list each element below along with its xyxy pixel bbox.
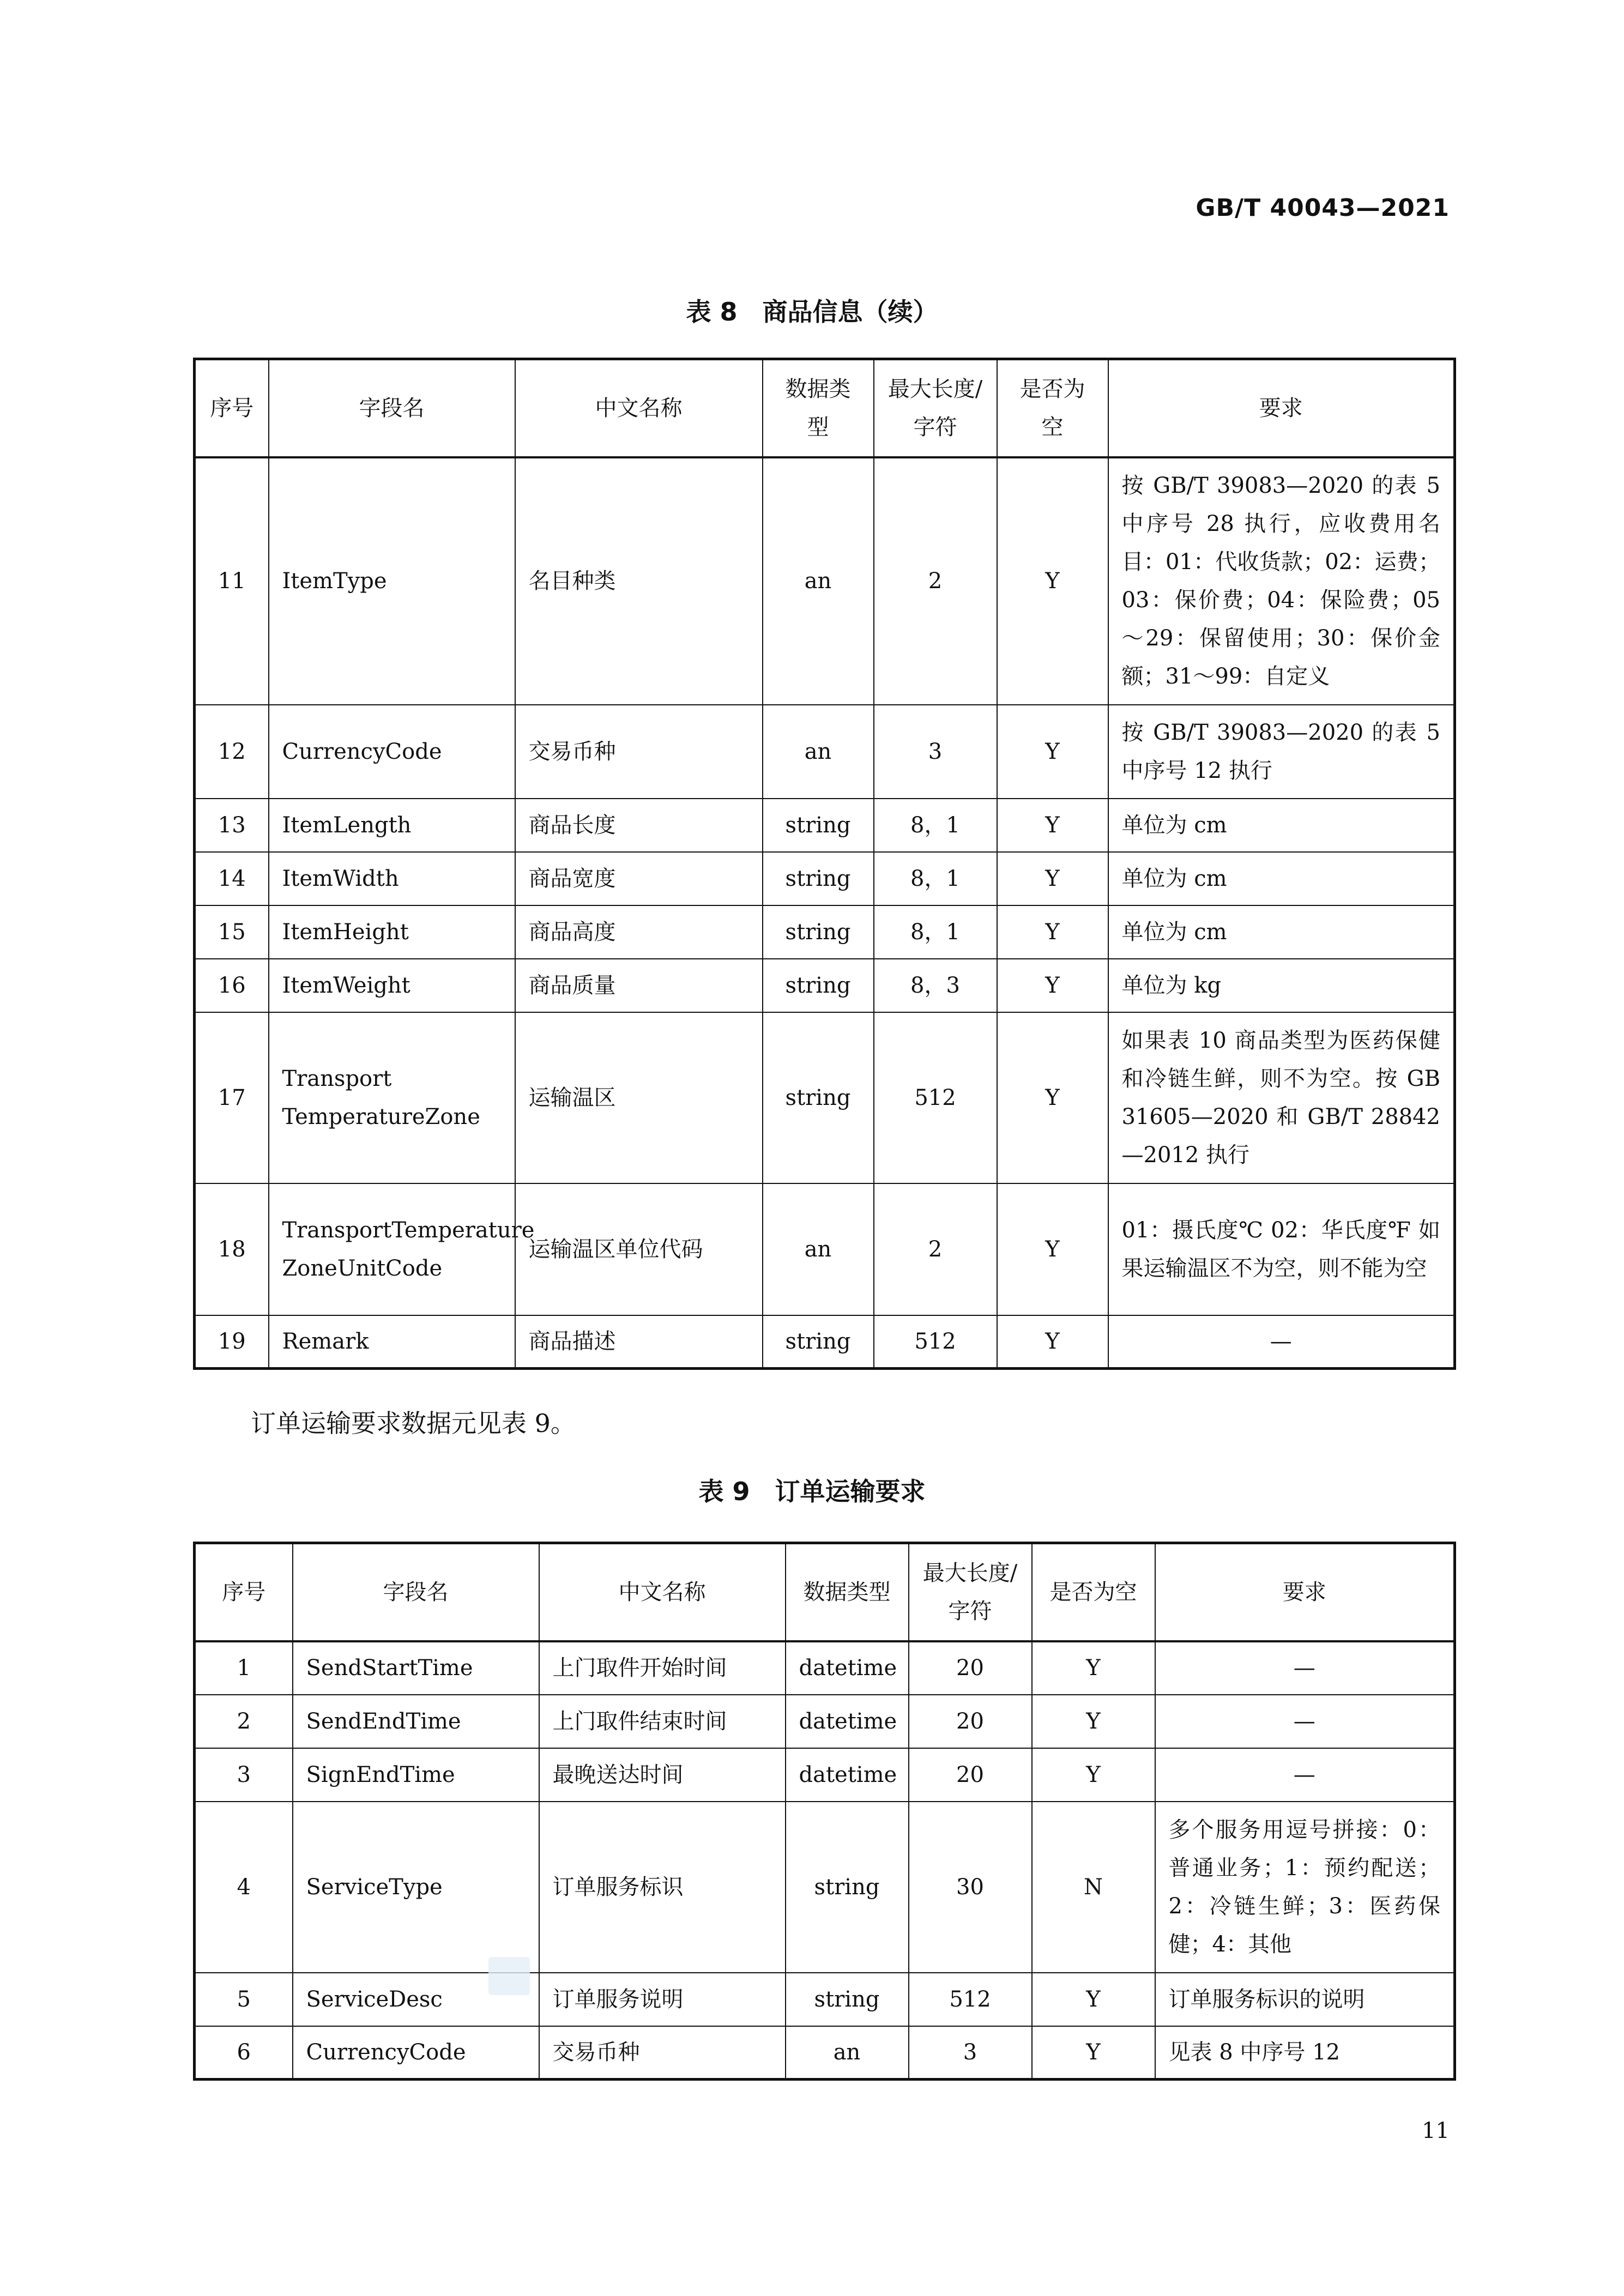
cell-data-type: datetime (786, 1748, 909, 1802)
cell-data-type: string (763, 905, 874, 959)
cell-data-type: an (786, 2026, 909, 2080)
cell-data-type: an (763, 1183, 874, 1315)
cell-field-name: Remark (269, 1315, 515, 1369)
table-9-order-transport-requirements (193, 1542, 1456, 2081)
cell-max-length: 8，1 (874, 799, 997, 852)
cell-field-name: CurrencyCode (269, 705, 515, 799)
cell-max-length: 3 (874, 705, 997, 799)
header-seq: 序号 (195, 1543, 293, 1641)
cell-max-length: 8，1 (874, 905, 997, 959)
cell-requirement: 按 GB/T 39083—2020 的表 5 中序号 12 执行 (1108, 705, 1455, 799)
cell-data-type: string (763, 1315, 874, 1369)
table-row (195, 959, 1455, 1012)
cell-requirement: — (1155, 1748, 1455, 1802)
cell-nullable: Y (997, 457, 1108, 705)
cell-requirement: 单位为 cm (1108, 852, 1455, 905)
cell-seq: 1 (195, 1641, 293, 1695)
cell-max-length: 20 (909, 1748, 1032, 1802)
cell-nullable: Y (1032, 1748, 1155, 1802)
cell-field-name: TransportTemperature ZoneUnitCode (269, 1183, 515, 1315)
cell-seq: 15 (195, 905, 269, 959)
cell-max-length: 2 (874, 457, 997, 705)
cell-requirement: 订单服务标识的说明 (1155, 1973, 1455, 2026)
table-9-title: 表 9 订单运输要求 (698, 1477, 926, 1506)
cell-data-type: string (786, 1973, 909, 2026)
document-code: GB/T 40043—2021 (1196, 194, 1450, 222)
table-row (195, 457, 1455, 705)
table-row (195, 1748, 1455, 1802)
header-field-name: 字段名 (269, 359, 515, 457)
cell-seq: 5 (195, 1973, 293, 2026)
cell-max-length: 3 (909, 2026, 1032, 2080)
header-nullable: 是否为空 (997, 359, 1108, 457)
cell-requirement: — (1108, 1315, 1455, 1369)
cell-max-length: 8，3 (874, 959, 997, 1012)
cell-nullable: Y (1032, 2026, 1155, 2080)
cell-data-type: datetime (786, 1695, 909, 1748)
header-seq: 序号 (195, 359, 269, 457)
cell-chinese-name: 商品描述 (515, 1315, 763, 1369)
table-row (195, 1695, 1455, 1748)
cell-field-name: CurrencyCode (293, 2026, 539, 2080)
cell-nullable: Y (997, 799, 1108, 852)
cell-max-length: 20 (909, 1641, 1032, 1695)
cell-chinese-name: 最晚送达时间 (539, 1748, 786, 1802)
cell-data-type: string (763, 1012, 874, 1183)
cell-chinese-name: 运输温区 (515, 1012, 763, 1183)
cell-chinese-name: 名目种类 (515, 457, 763, 705)
header-max-length: 最大长度/字符 (874, 359, 997, 457)
cell-chinese-name: 商品长度 (515, 799, 763, 852)
cell-data-type: datetime (786, 1641, 909, 1695)
header-chinese-name: 中文名称 (515, 359, 763, 457)
cell-max-length: 512 (874, 1012, 997, 1183)
table-row (195, 905, 1455, 959)
cell-nullable: N (1032, 1802, 1155, 1973)
table-header-row (195, 359, 1455, 457)
cell-chinese-name: 交易币种 (539, 2026, 786, 2080)
cell-seq: 2 (195, 1695, 293, 1748)
cell-field-name: ItemWeight (269, 959, 515, 1012)
table-row (195, 1973, 1455, 2026)
header-max-length: 最大长度/字符 (909, 1543, 1032, 1641)
cell-nullable: Y (997, 1183, 1108, 1315)
cell-seq: 13 (195, 799, 269, 852)
cell-requirement: 如果表 10 商品类型为医药保健和冷链生鲜，则不为空。按 GB 31605—2020 和 GB/T 28842—2012 执行 (1108, 1012, 1455, 1183)
cell-field-name: Transport TemperatureZone (269, 1012, 515, 1183)
table-8-product-info (193, 358, 1456, 1370)
cell-chinese-name: 上门取件结束时间 (539, 1695, 786, 1748)
cell-data-type: string (763, 852, 874, 905)
cell-seq: 3 (195, 1748, 293, 1802)
cell-data-type: string (786, 1802, 909, 1973)
table-row (195, 799, 1455, 852)
header-data-type: 数据类型 (786, 1543, 909, 1641)
cell-nullable: Y (997, 852, 1108, 905)
header-data-type: 数据类型 (763, 359, 874, 457)
cell-seq: 4 (195, 1802, 293, 1973)
cell-seq: 12 (195, 705, 269, 799)
cell-chinese-name: 上门取件开始时间 (539, 1641, 786, 1695)
watermark-logo (488, 1957, 530, 1995)
cell-chinese-name: 交易币种 (515, 705, 763, 799)
cell-requirement: 单位为 cm (1108, 905, 1455, 959)
cell-field-name: SendStartTime (293, 1641, 539, 1695)
cell-field-name: ServiceDesc (293, 1973, 539, 2026)
cell-nullable: Y (997, 705, 1108, 799)
cell-nullable: Y (997, 1315, 1108, 1369)
cell-max-length: 512 (909, 1973, 1032, 2026)
cell-data-type: string (763, 959, 874, 1012)
cell-chinese-name: 运输温区单位代码 (515, 1183, 763, 1315)
cell-max-length: 8，1 (874, 852, 997, 905)
cell-chinese-name: 商品质量 (515, 959, 763, 1012)
cell-chinese-name: 商品高度 (515, 905, 763, 959)
cell-field-name: ItemWidth (269, 852, 515, 905)
cell-seq: 19 (195, 1315, 269, 1369)
cell-nullable: Y (1032, 1641, 1155, 1695)
table-8-title: 表 8 商品信息（续） (686, 297, 938, 327)
cell-field-name: ItemHeight (269, 905, 515, 959)
cell-max-length: 30 (909, 1802, 1032, 1973)
cell-requirement: 按 GB/T 39083—2020 的表 5 中序号 28 执行，应收费用名目：01：代收货款；02：运费；03：保价费；04：保险费；05～29：保留使用；30：保价金额；31～99：自定义 (1108, 457, 1455, 705)
table-header-row (195, 1543, 1455, 1641)
cell-seq: 17 (195, 1012, 269, 1183)
cell-nullable: Y (1032, 1695, 1155, 1748)
cell-seq: 16 (195, 959, 269, 1012)
table-row (195, 1012, 1455, 1183)
intro-paragraph: 订单运输要求数据元见表 9。 (251, 1409, 576, 1438)
header-field-name: 字段名 (293, 1543, 539, 1641)
cell-max-length: 2 (874, 1183, 997, 1315)
cell-field-name: ServiceType (293, 1802, 539, 1973)
cell-nullable: Y (1032, 1973, 1155, 2026)
table-row (195, 2026, 1455, 2080)
cell-seq: 6 (195, 2026, 293, 2080)
cell-field-name: ItemType (269, 457, 515, 705)
cell-chinese-name: 订单服务标识 (539, 1802, 786, 1973)
cell-requirement: 01：摄氏度℃ 02：华氏度℉ 如果运输温区不为空，则不能为空 (1108, 1183, 1455, 1315)
cell-data-type: string (763, 799, 874, 852)
cell-requirement: — (1155, 1695, 1455, 1748)
cell-requirement: 见表 8 中序号 12 (1155, 2026, 1455, 2080)
cell-field-name: SendEndTime (293, 1695, 539, 1748)
table-row (195, 1641, 1455, 1695)
page-number: 11 (1422, 2118, 1450, 2143)
cell-requirement: 单位为 kg (1108, 959, 1455, 1012)
header-nullable: 是否为空 (1032, 1543, 1155, 1641)
cell-seq: 14 (195, 852, 269, 905)
cell-field-name: SignEndTime (293, 1748, 539, 1802)
table-row (195, 1802, 1455, 1973)
cell-requirement: 单位为 cm (1108, 799, 1455, 852)
cell-chinese-name: 订单服务说明 (539, 1973, 786, 2026)
cell-nullable: Y (997, 905, 1108, 959)
header-chinese-name: 中文名称 (539, 1543, 786, 1641)
header-requirement: 要求 (1155, 1543, 1455, 1641)
header-requirement: 要求 (1108, 359, 1455, 457)
cell-nullable: Y (997, 959, 1108, 1012)
cell-requirement: 多个服务用逗号拼接：0：普通业务；1：预约配送；2：冷链生鲜；3：医药保健；4：其他 (1155, 1802, 1455, 1973)
cell-nullable: Y (997, 1012, 1108, 1183)
cell-requirement: — (1155, 1641, 1455, 1695)
cell-field-name: ItemLength (269, 799, 515, 852)
table-row (195, 852, 1455, 905)
cell-data-type: an (763, 705, 874, 799)
cell-max-length: 20 (909, 1695, 1032, 1748)
cell-seq: 11 (195, 457, 269, 705)
table-row (195, 705, 1455, 799)
table-row (195, 1315, 1455, 1369)
cell-seq: 18 (195, 1183, 269, 1315)
table-row (195, 1183, 1455, 1315)
cell-chinese-name: 商品宽度 (515, 852, 763, 905)
cell-data-type: an (763, 457, 874, 705)
cell-max-length: 512 (874, 1315, 997, 1369)
